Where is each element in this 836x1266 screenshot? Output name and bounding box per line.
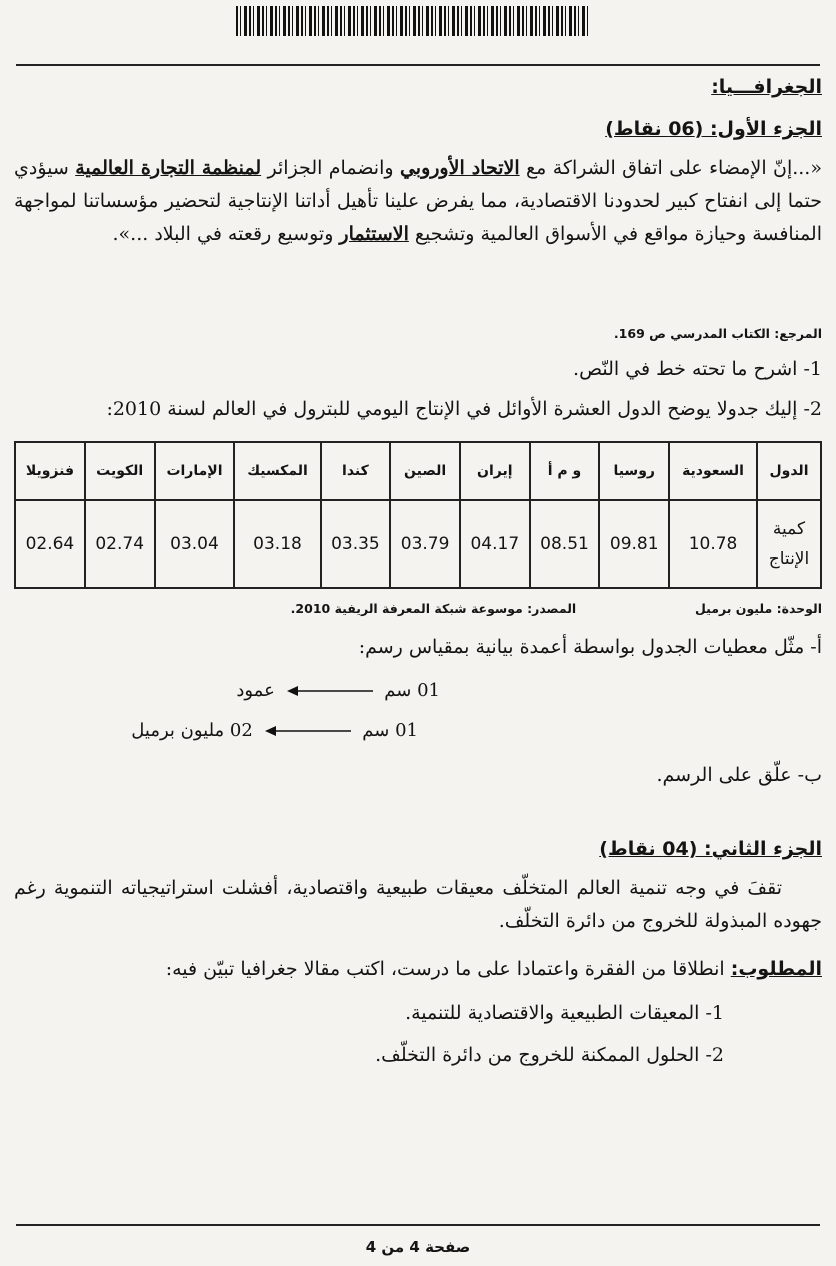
header-label: الدول [757, 442, 821, 500]
quote-text: سيؤدي حتما إلى انفتاح كبير لحدودنا الاقتصادية، مما يفرض علينا تأهيل أداتنا الإنتاجية لتحضير مؤسساتنا لمواجهة المنافسة وحيازة مواقع في الأسواق العالمية وتشجيع [14, 157, 822, 245]
barcode-image [236, 6, 588, 36]
bottom-divider [16, 1224, 820, 1226]
value-cell: 02.74 [85, 500, 155, 588]
scale-row-1 [236, 680, 440, 701]
underlined-term: لمنظمة التجارة العالمية [75, 157, 262, 179]
production-table [14, 441, 822, 589]
value-cell: 03.04 [155, 500, 235, 588]
underlined-term: الاستثمار [339, 223, 409, 245]
country-cell: الكويت [85, 442, 155, 500]
scale-row-2 [131, 720, 418, 741]
quote-text: وانضمام الجزائر [261, 157, 400, 179]
section-title: الجغرافـــيا: [711, 76, 822, 98]
underlined-term: الاتحاد الأوروبي [399, 157, 520, 179]
row-label: كمية الإنتاج [757, 500, 821, 588]
country-cell: المكسيك [234, 442, 320, 500]
value-cell: 08.51 [530, 500, 600, 588]
unit-label: الوحدة: مليون برميل [694, 601, 822, 616]
quote-text: «...إنّ الإمضاء على اتفاق الشراكة مع [519, 157, 822, 179]
list-item: 2- الحلول الممكنة للخروج من دائرة التخلّف. [375, 1044, 724, 1066]
country-cell: السعودية [669, 442, 757, 500]
arrow-left-icon [265, 725, 351, 737]
country-cell: كندا [321, 442, 391, 500]
question-1: 1- اشرح ما تحته خط في النّص. [573, 358, 822, 380]
table-values-row [15, 500, 821, 588]
unit-note [14, 601, 822, 616]
table-header-row [15, 442, 821, 500]
country-cell: إيران [460, 442, 530, 500]
part1-title: الجزء الأول: (06 نقاط) [605, 118, 822, 140]
source-label: المصدر: موسوعة شبكة المعرفة الريفية 2010. [290, 601, 577, 616]
reference-note: المرجع: الكتاب المدرسي ص 169. [613, 326, 822, 341]
country-cell: و م أ [530, 442, 600, 500]
top-divider [16, 64, 820, 66]
country-cell: روسيا [599, 442, 669, 500]
page-number: صفحة 4 من 4 [365, 1238, 471, 1256]
scale2-left: 01 سم [362, 720, 418, 741]
value-cell: 10.78 [669, 500, 757, 588]
value-cell: 04.17 [460, 500, 530, 588]
part1-quote [14, 152, 822, 251]
country-cell: فنزويلا [15, 442, 85, 500]
required-line [14, 958, 822, 980]
required-text: انطلاقا من الفقرة واعتمادا على ما درست، اكتب مقالا جغرافيا تبيّن فيه: [165, 958, 731, 980]
country-cell: الصين [390, 442, 460, 500]
value-cell: 03.79 [390, 500, 460, 588]
value-cell: 09.81 [599, 500, 669, 588]
value-cell: 02.64 [15, 500, 85, 588]
part2-text: تقفَ في وجه تنمية العالم المتخلّف معيقات طبيعية واقتصادية، أفشلت استراتيجياته التنموية رغم جهوده المبذولة للخروج من دائرة التخلّف. [14, 877, 822, 932]
quote-text: وتوسيع رقعته في البلاد ...». [112, 223, 340, 245]
arrow-left-icon [287, 685, 373, 697]
scale1-right: عمود [236, 680, 275, 701]
country-cell: الإمارات [155, 442, 235, 500]
scale2-right: 02 مليون برميل [131, 720, 253, 741]
part2-title: الجزء الثاني: (04 نقاط) [599, 838, 822, 860]
task-b: ب- علّق على الرسم. [656, 764, 822, 786]
required-label: المطلوب: [730, 958, 822, 980]
task-a: أ- مثّل معطيات الجدول بواسطة أعمدة بيانية بمقياس رسم: [358, 636, 822, 658]
value-cell: 03.35 [321, 500, 391, 588]
question-2: 2- إليك جدولا يوضح الدول العشرة الأوائل في الإنتاج اليومي للبترول في العالم لسنة 2010: [106, 398, 822, 420]
value-cell: 03.18 [234, 500, 320, 588]
scale1-left: 01 سم [384, 680, 440, 701]
list-item: 1- المعيقات الطبيعية والاقتصادية للتنمية. [405, 1002, 724, 1024]
